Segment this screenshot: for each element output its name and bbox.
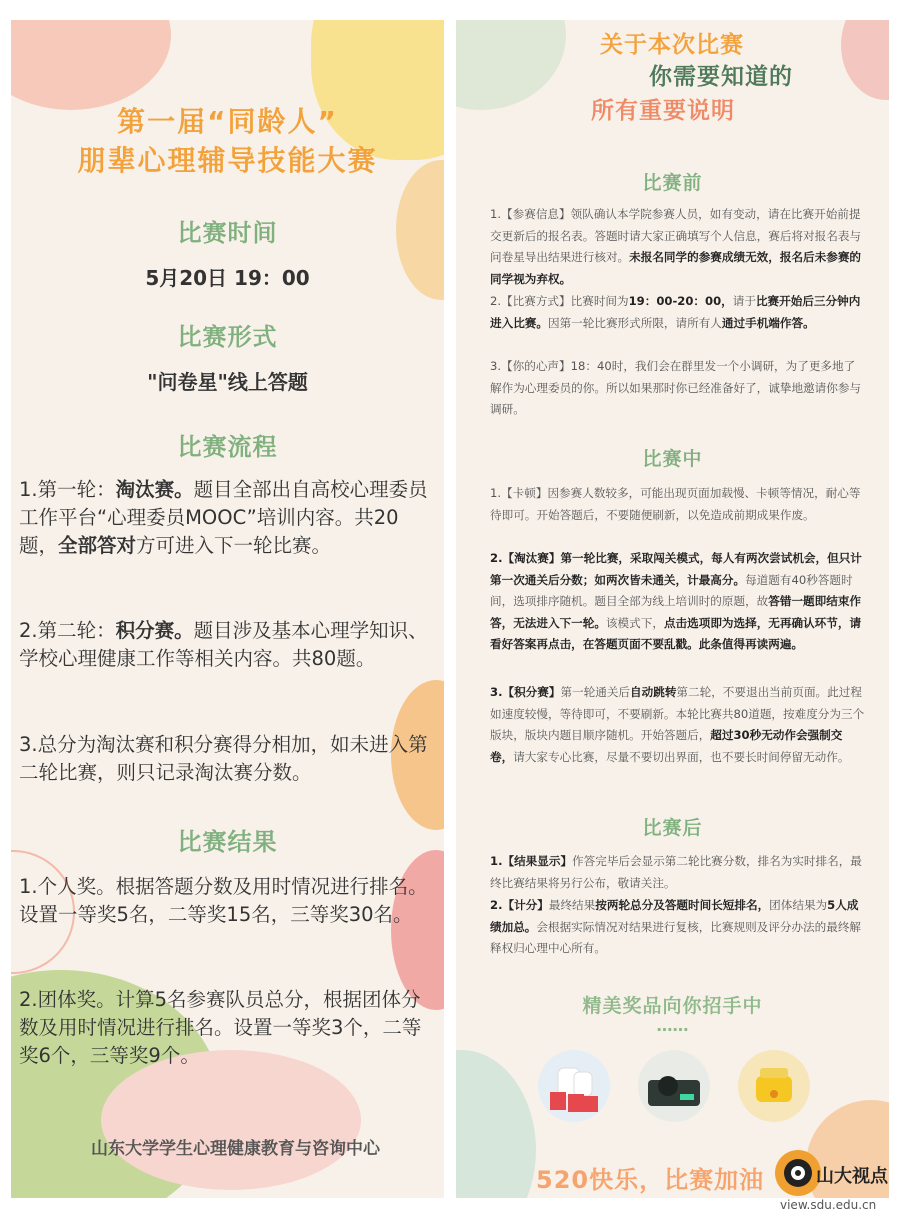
watermark-url: view.sdu.edu.cn	[780, 1198, 877, 1212]
right-title-line3: 所有重要说明	[591, 98, 735, 124]
during-heading: 比赛中	[642, 448, 703, 470]
prize-image-yellow-box	[738, 1050, 810, 1122]
format-value: "问卷星"线上答题	[147, 370, 308, 394]
result-heading: 比赛结果	[177, 828, 278, 856]
decor-blob-pink-top	[841, 20, 889, 100]
decor-blob-sage	[456, 20, 566, 110]
format-heading: 比赛形式	[177, 323, 278, 351]
organizer-footer: 山东大学学生心理健康教育与咨询中心	[91, 1139, 380, 1159]
after-heading: 比赛后	[642, 817, 703, 839]
before-item-2: 2.【比赛方式】比赛时间为19：00-20：00，请于比赛开始后三分钟内进入比赛。因第一轮比赛形式所限，请所有人通过手机端作答。	[490, 294, 861, 330]
prize-image-record-player	[638, 1050, 710, 1122]
process-heading: 比赛流程	[177, 433, 278, 461]
decor-blob-pink	[11, 20, 171, 110]
right-poster	[456, 20, 889, 1198]
result-individual: 1.个人奖。根据答题分数及用时情况进行排名。设置一等奖5名，二等奖15名，三等奖30名。	[19, 875, 428, 926]
left-poster	[11, 20, 444, 1198]
right-title-line1: 关于本次比赛	[600, 32, 744, 58]
prize-image-plush-bags	[538, 1050, 610, 1122]
left-title-line2: 朋辈心理辅导技能大赛	[77, 144, 378, 177]
time-value: 5月20日 19：00	[145, 266, 310, 290]
prizes-dots: ……	[656, 1016, 689, 1035]
during-item-1: 1.【卡顿】因参赛人数较多，可能出现页面加载慢、卡顿等情况，耐心等待即可。开始答题后，不要随便刷新，以免造成前期成果作废。	[490, 486, 861, 522]
time-heading: 比赛时间	[177, 219, 278, 247]
after-item-2: 2.【计分】最终结果按两轮总分及答题时间长短排名，团体结果为5人成绩加总。会根据实际情况对结果进行复核，比赛规则及评分办法的最终解释权归心理中心所有。	[490, 898, 862, 955]
during-item-2: 2.【淘汰赛】第一轮比赛，采取闯关模式，每人有两次尝试机会，但只计第一次通关后分数；如两次皆未通关，计最高分。每道题有40秒答题时间，选项排序随机。题目全部为线上培训时的原题，故答错一题即结束作答，无法进入下一轮。该模式下，点击选项即为选择，无再确认环节，请看好答案再点击，在答题页面不要乱戳。此条值得再读两遍。	[490, 551, 862, 651]
before-heading: 比赛前	[642, 172, 703, 194]
prizes-heading: 精美奖品向你招手中	[582, 995, 763, 1017]
decor-blob-mint	[456, 1050, 536, 1198]
left-title-line1: 第一届“同龄人”	[117, 105, 338, 138]
watermark-logo	[775, 1150, 821, 1196]
process-total-score: 3.总分为淘汰赛和积分赛得分相加，如未进入第二轮比赛，则只记录淘汰赛分数。	[19, 733, 428, 784]
decor-blob-blush	[101, 1050, 361, 1190]
slogan: 520快乐，比赛加油	[536, 1166, 765, 1194]
watermark-text: 山大视点	[816, 1166, 888, 1187]
process-round-2: 2.第二轮：积分赛。题目涉及基本心理学知识、学校心理健康工作等相关内容。共80题。	[19, 619, 428, 670]
process-round-1: 1.第一轮：淘汰赛。题目全部出自高校心理委员工作平台“心理委员MOOC”培训内容。共20题，全部答对方可进入下一轮比赛。	[19, 478, 428, 557]
after-item-1: 1.【结果显示】作答完毕后会显示第二轮比赛分数，排名为实时排名，最终比赛结果将另行公布，敬请关注。	[490, 854, 862, 890]
result-team: 2.团体奖。计算5名参赛队员总分，根据团体分数及用时情况进行排名。设置一等奖3个，二等奖6个，三等奖9个。	[19, 988, 422, 1067]
eye-logo-icon	[775, 1150, 821, 1196]
before-item-3: 3.【你的心声】18：40时，我们会在群里发一个小调研，为了更多地了解作为心理委员的你。所以如果那时你已经准备好了，诚挚地邀请你参与调研。	[490, 359, 862, 416]
during-item-3: 3.【积分赛】第一轮通关后自动跳转第二轮，不要退出当前页面。此过程如速度较慢，等待即可，不要刷新。本轮比赛共80道题，按难度分为三个版块，版块内题目顺序随机。开始答题后，超过30秒无动作会强制交卷，请大家专心比赛，尽量不要切出界面，也不要长时间停留无动作。	[490, 685, 865, 764]
right-title-line2: 你需要知道的	[649, 64, 793, 90]
before-item-1: 1.【参赛信息】领队确认本学院参赛人员，如有变动，请在比赛开始前提交更新后的报名表。答题时请大家正确填写个人信息，赛后将对报名表与问卷星导出结果进行核对。未报名同学的参赛成绩无效，报名后未参赛的同学视为弃权。	[490, 207, 862, 286]
